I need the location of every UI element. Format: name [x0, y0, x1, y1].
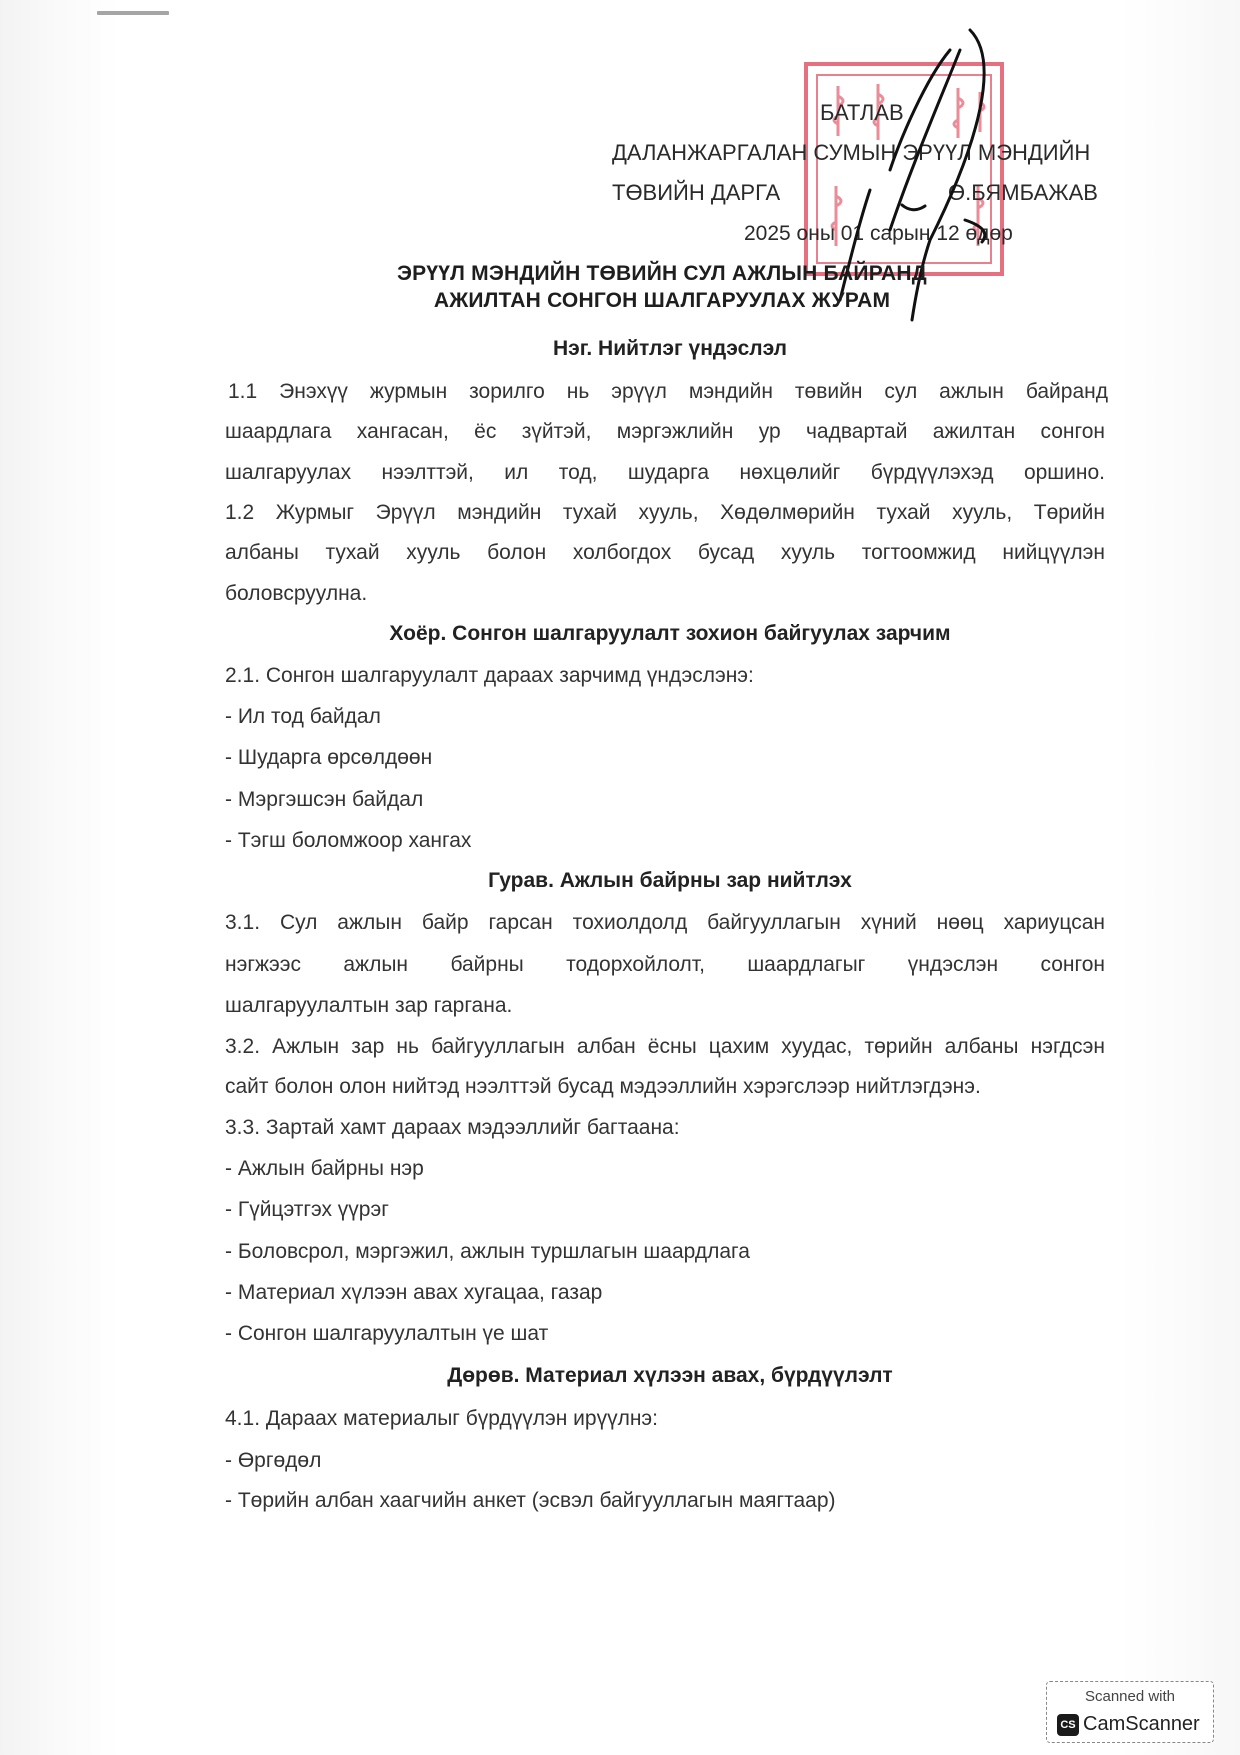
- watermark-brand: CamScanner: [1083, 1713, 1200, 1735]
- list-item: - Өргөдөл: [225, 1449, 321, 1473]
- list-item: - Сонгон шалгаруулалтын үе шат: [225, 1322, 548, 1346]
- list-item: - Боловсрол, мэргэжил, ажлын туршлагын шаардлага: [225, 1240, 750, 1264]
- paragraph-1-2-line-2: албаны тухай хууль болон холбогдох бусад хууль тогтоомжид нийцүүлэн: [225, 541, 1105, 564]
- list-item: - Тэгш боломжоор хангах: [225, 829, 471, 853]
- paragraph-1-1-line-2: шаардлага хангасан, ёс зүйтэй, мэргэжлийн ур чадвартай ажилтан сонгон: [225, 420, 1105, 443]
- approval-organization: ДАЛАНЖАРГАЛАН СУМЫН ЭРҮҮЛ МЭНДИЙН: [612, 140, 1091, 165]
- list-item: - Ажлын байрны нэр: [225, 1157, 424, 1181]
- list-item: - Гүйцэтгэх үүрэг: [225, 1198, 389, 1222]
- section-4-heading: Дөрөв. Материал хүлээн авах, бүрдүүлэлт: [447, 1364, 893, 1387]
- approval-date: 2025 оны 01 сарын 12 өдөр: [744, 222, 1013, 245]
- paragraph-3-1-line-3: шалгаруулалтын зар гаргана.: [225, 994, 513, 1017]
- paragraph-3-2-line-1: 3.2. Ажлын зар нь байгууллагын албан ёсны цахим хуудас, төрийн албаны нэгдсэн: [225, 1035, 1105, 1058]
- scan-mark: [97, 11, 169, 15]
- paragraph-2-1: 2.1. Сонгон шалгаруулалт дараах зарчимд үндэслэнэ:: [225, 664, 754, 687]
- paragraph-3-2-line-2: сайт болон олон нийтэд нээлттэй бусад мэдээллийн хэрэгслээр нийтлэгдэнэ.: [225, 1075, 981, 1098]
- list-item: - Мэргэшсэн байдал: [225, 788, 423, 812]
- list-item: - Материал хүлээн авах хугацаа, газар: [225, 1281, 602, 1305]
- watermark-caption: Scanned with: [1084, 1688, 1176, 1705]
- paragraph-1-2-line-3: боловсруулна.: [225, 582, 368, 605]
- list-item: - Ил тод байдал: [225, 705, 381, 729]
- paragraph-3-3: 3.3. Зартай хамт дараах мэдээллийг багтаана:: [225, 1116, 680, 1139]
- camscanner-watermark: [1046, 1681, 1214, 1743]
- paragraph-1-1-line-3: шалгаруулах нээлттэй, ил тод, шударга нөхцөлийг бүрдүүлэхэд оршино.: [225, 461, 1105, 484]
- approval-signer: Ө.БЯМБАЖАВ: [948, 180, 1098, 205]
- paragraph-3-1-line-2: нэгжээс ажлын байрны тодорхойлолт, шаардлагыг үндэслэн сонгон: [225, 953, 1105, 976]
- paragraph-1-2-line-1: 1.2 Журмыг Эрүүл мэндийн тухай хууль, Хөдөлмөрийн тухай хууль, Төрийн: [225, 501, 1105, 524]
- paragraph-4-1: 4.1. Дараах материалыг бүрдүүлэн ирүүлнэ:: [225, 1407, 658, 1430]
- approval-title: БАТЛАВ: [820, 100, 904, 125]
- document-title-line-2: АЖИЛТАН СОНГОН ШАЛГАРУУЛАХ ЖУРАМ: [433, 289, 891, 312]
- section-1-heading: Нэг. Нийтлэг үндэслэл: [552, 337, 788, 360]
- paragraph-3-1-line-1: 3.1. Сул ажлын байр гарсан тохиолдолд байгууллагын хүний нөөц хариуцсан: [225, 911, 1105, 934]
- list-item: - Шударга өрсөлдөөн: [225, 746, 432, 770]
- approval-position: ТӨВИЙН ДАРГА: [612, 180, 781, 205]
- document-title-line-1: ЭРҮҮЛ МЭНДИЙН ТӨВИЙН СУЛ АЖЛЫН БАЙРАНД: [397, 262, 927, 285]
- list-item: - Төрийн албан хаагчийн анкет (эсвэл байгууллагын маягтаар): [225, 1489, 836, 1513]
- section-2-heading: Хоёр. Сонгон шалгаруулалт зохион байгуулах зарчим: [389, 622, 951, 645]
- section-3-heading: Гурав. Ажлын байрны зар нийтлэх: [488, 869, 852, 892]
- paragraph-1-1-line-1: 1.1 Энэхүү журмын зорилго нь эрүүл мэндийн төвийн сул ажлын байранд: [228, 380, 1108, 403]
- camscanner-logo-icon: CS: [1057, 1714, 1079, 1736]
